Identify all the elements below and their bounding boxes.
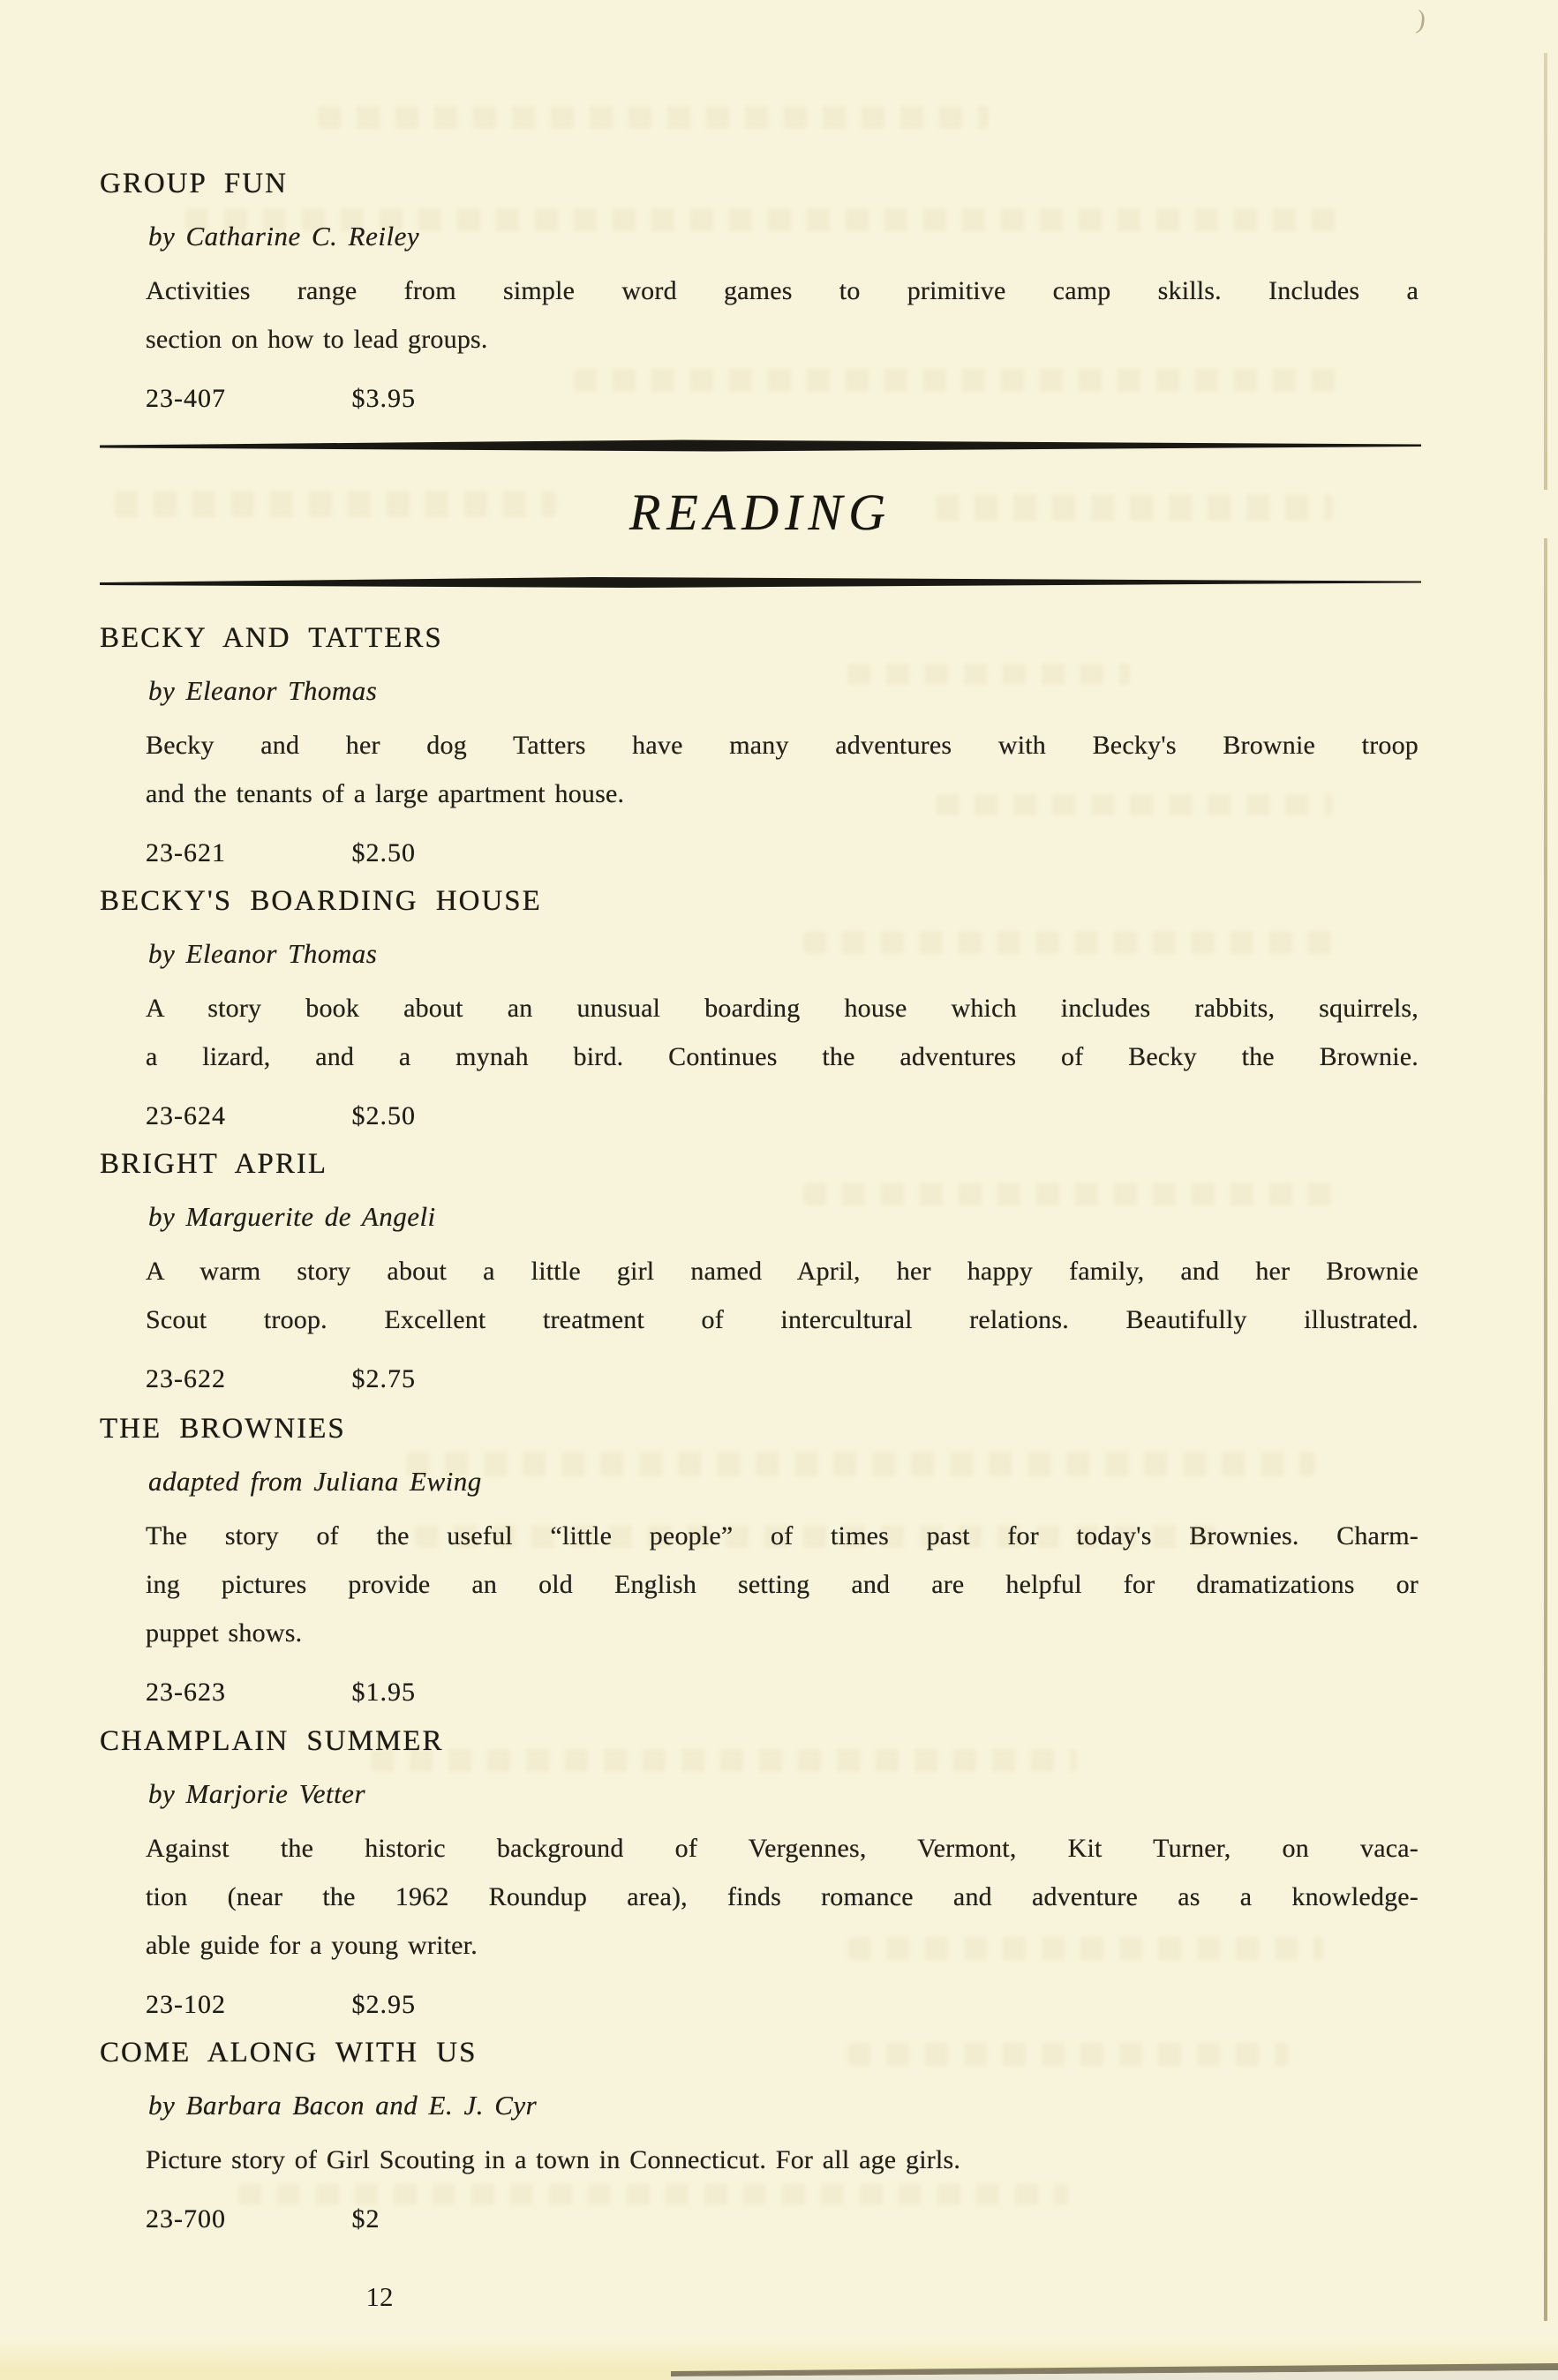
- description-line: section on how to lead groups.: [146, 325, 488, 354]
- description-line: a lizard, and a mynah bird. Continues the adventures of Becky the Brownie.: [146, 1042, 1419, 1071]
- book-description: [146, 984, 1419, 1081]
- description-line: Becky and her dog Tatters have many adventures with Becky's Brownie troop: [146, 731, 1419, 760]
- price: $2.50: [351, 1101, 416, 1130]
- book-entry: [100, 162, 1428, 420]
- description-line: able guide for a young writer.: [146, 1931, 478, 1960]
- description-line: The story of the useful “little people” of times past for today's Brownies. Charm-: [146, 1521, 1419, 1550]
- description-line: A warm story about a little girl named April, her happy family, and her Brownie: [146, 1257, 1419, 1286]
- catalog-code-price: [146, 1358, 1428, 1400]
- book-title: BECKY'S BOARDING HOUSE: [100, 885, 542, 917]
- catalog-number: 23-407: [146, 384, 226, 413]
- book-entry: [100, 1720, 1428, 2026]
- book-byline: by Barbara Bacon and E. J. Cyr: [148, 2090, 538, 2121]
- bleed-through-texture: [318, 106, 989, 129]
- book-description: [146, 721, 1419, 818]
- description-line: tion (near the 1962 Roundup area), finds romance and adventure as a knowledge-: [146, 1882, 1419, 1911]
- catalog-code-price: [146, 832, 1428, 875]
- description-line: Scout troop. Excellent treatment of intercultural relations. Beautifully illustrated.: [146, 1305, 1419, 1334]
- catalog-code-price: [146, 2198, 1428, 2241]
- book-description: [146, 1247, 1419, 1344]
- catalog-number: 23-102: [146, 1990, 226, 2019]
- book-entry: [100, 1408, 1428, 1714]
- description-line: puppet shows.: [146, 1618, 303, 1648]
- tapered-rule: [100, 575, 1421, 589]
- book-entry: [100, 2031, 1428, 2241]
- price: $2.50: [351, 838, 416, 867]
- catalog-code-price: [146, 1984, 1428, 2026]
- book-byline: by Eleanor Thomas: [148, 675, 378, 706]
- book-description: [146, 1512, 1419, 1657]
- book-title: CHAMPLAIN SUMMER: [100, 1725, 444, 1757]
- catalog-number: 23-624: [146, 1101, 226, 1130]
- book-entry: [100, 617, 1428, 875]
- price: $2.75: [351, 1364, 416, 1393]
- book-description: [146, 2136, 1419, 2184]
- book-byline: by Marguerite de Angeli: [148, 1201, 436, 1232]
- description-line: and the tenants of a large apartment house.: [146, 779, 625, 808]
- book-title: COME ALONG WITH US: [100, 2037, 478, 2068]
- book-description: [146, 267, 1419, 364]
- section-divider-top: [100, 439, 1421, 453]
- price: $3.95: [351, 384, 416, 413]
- book-entry: [100, 1143, 1428, 1400]
- catalog-code-price: [146, 378, 1428, 420]
- description-line: Picture story of Girl Scouting in a town in Connecticut. For all age girls.: [146, 2145, 961, 2174]
- catalog-number: 23-621: [146, 838, 226, 867]
- page-number: 12: [365, 2281, 394, 2312]
- price: $2: [351, 2204, 380, 2234]
- catalog-code-price: [146, 1095, 1428, 1137]
- book-byline: by Marjorie Vetter: [148, 1778, 366, 1809]
- book-byline: by Eleanor Thomas: [148, 938, 378, 969]
- catalog-number: 23-623: [146, 1678, 226, 1707]
- book-title: THE BROWNIES: [100, 1413, 346, 1445]
- catalog-number: 23-700: [146, 2204, 226, 2234]
- description-line: Activities range from simple word games to primitive camp skills. Includes a: [146, 276, 1419, 305]
- description-line: ing pictures provide an old English setting and are helpful for dramatizations or: [146, 1570, 1419, 1599]
- page-bottom-edge-shadow: [0, 2339, 1558, 2380]
- price: $2.95: [351, 1990, 416, 2019]
- section-divider-bottom: [100, 575, 1421, 589]
- book-byline: by Catharine C. Reiley: [148, 221, 420, 252]
- page-edge-line-gap: [1542, 490, 1549, 538]
- tapered-rule: [100, 439, 1421, 453]
- book-title: BRIGHT APRIL: [100, 1148, 328, 1180]
- catalog-code-price: [146, 1671, 1428, 1714]
- book-byline: adapted from Juliana Ewing: [148, 1466, 482, 1497]
- catalog-number: 23-622: [146, 1364, 226, 1393]
- description-line: A story book about an unusual boarding house which includes rabbits, squirrels,: [146, 994, 1419, 1023]
- price: $1.95: [351, 1678, 416, 1707]
- page-edge-line: [1544, 53, 1547, 2321]
- book-entry: [100, 880, 1428, 1137]
- stray-pen-mark: ): [1414, 4, 1428, 35]
- book-title: GROUP FUN: [100, 168, 288, 199]
- section-title: READING: [628, 484, 892, 541]
- book-title: BECKY AND TATTERS: [100, 622, 443, 654]
- description-line: Against the historic background of Vergennes, Vermont, Kit Turner, on vaca-: [146, 1834, 1419, 1863]
- book-description: [146, 1824, 1419, 1970]
